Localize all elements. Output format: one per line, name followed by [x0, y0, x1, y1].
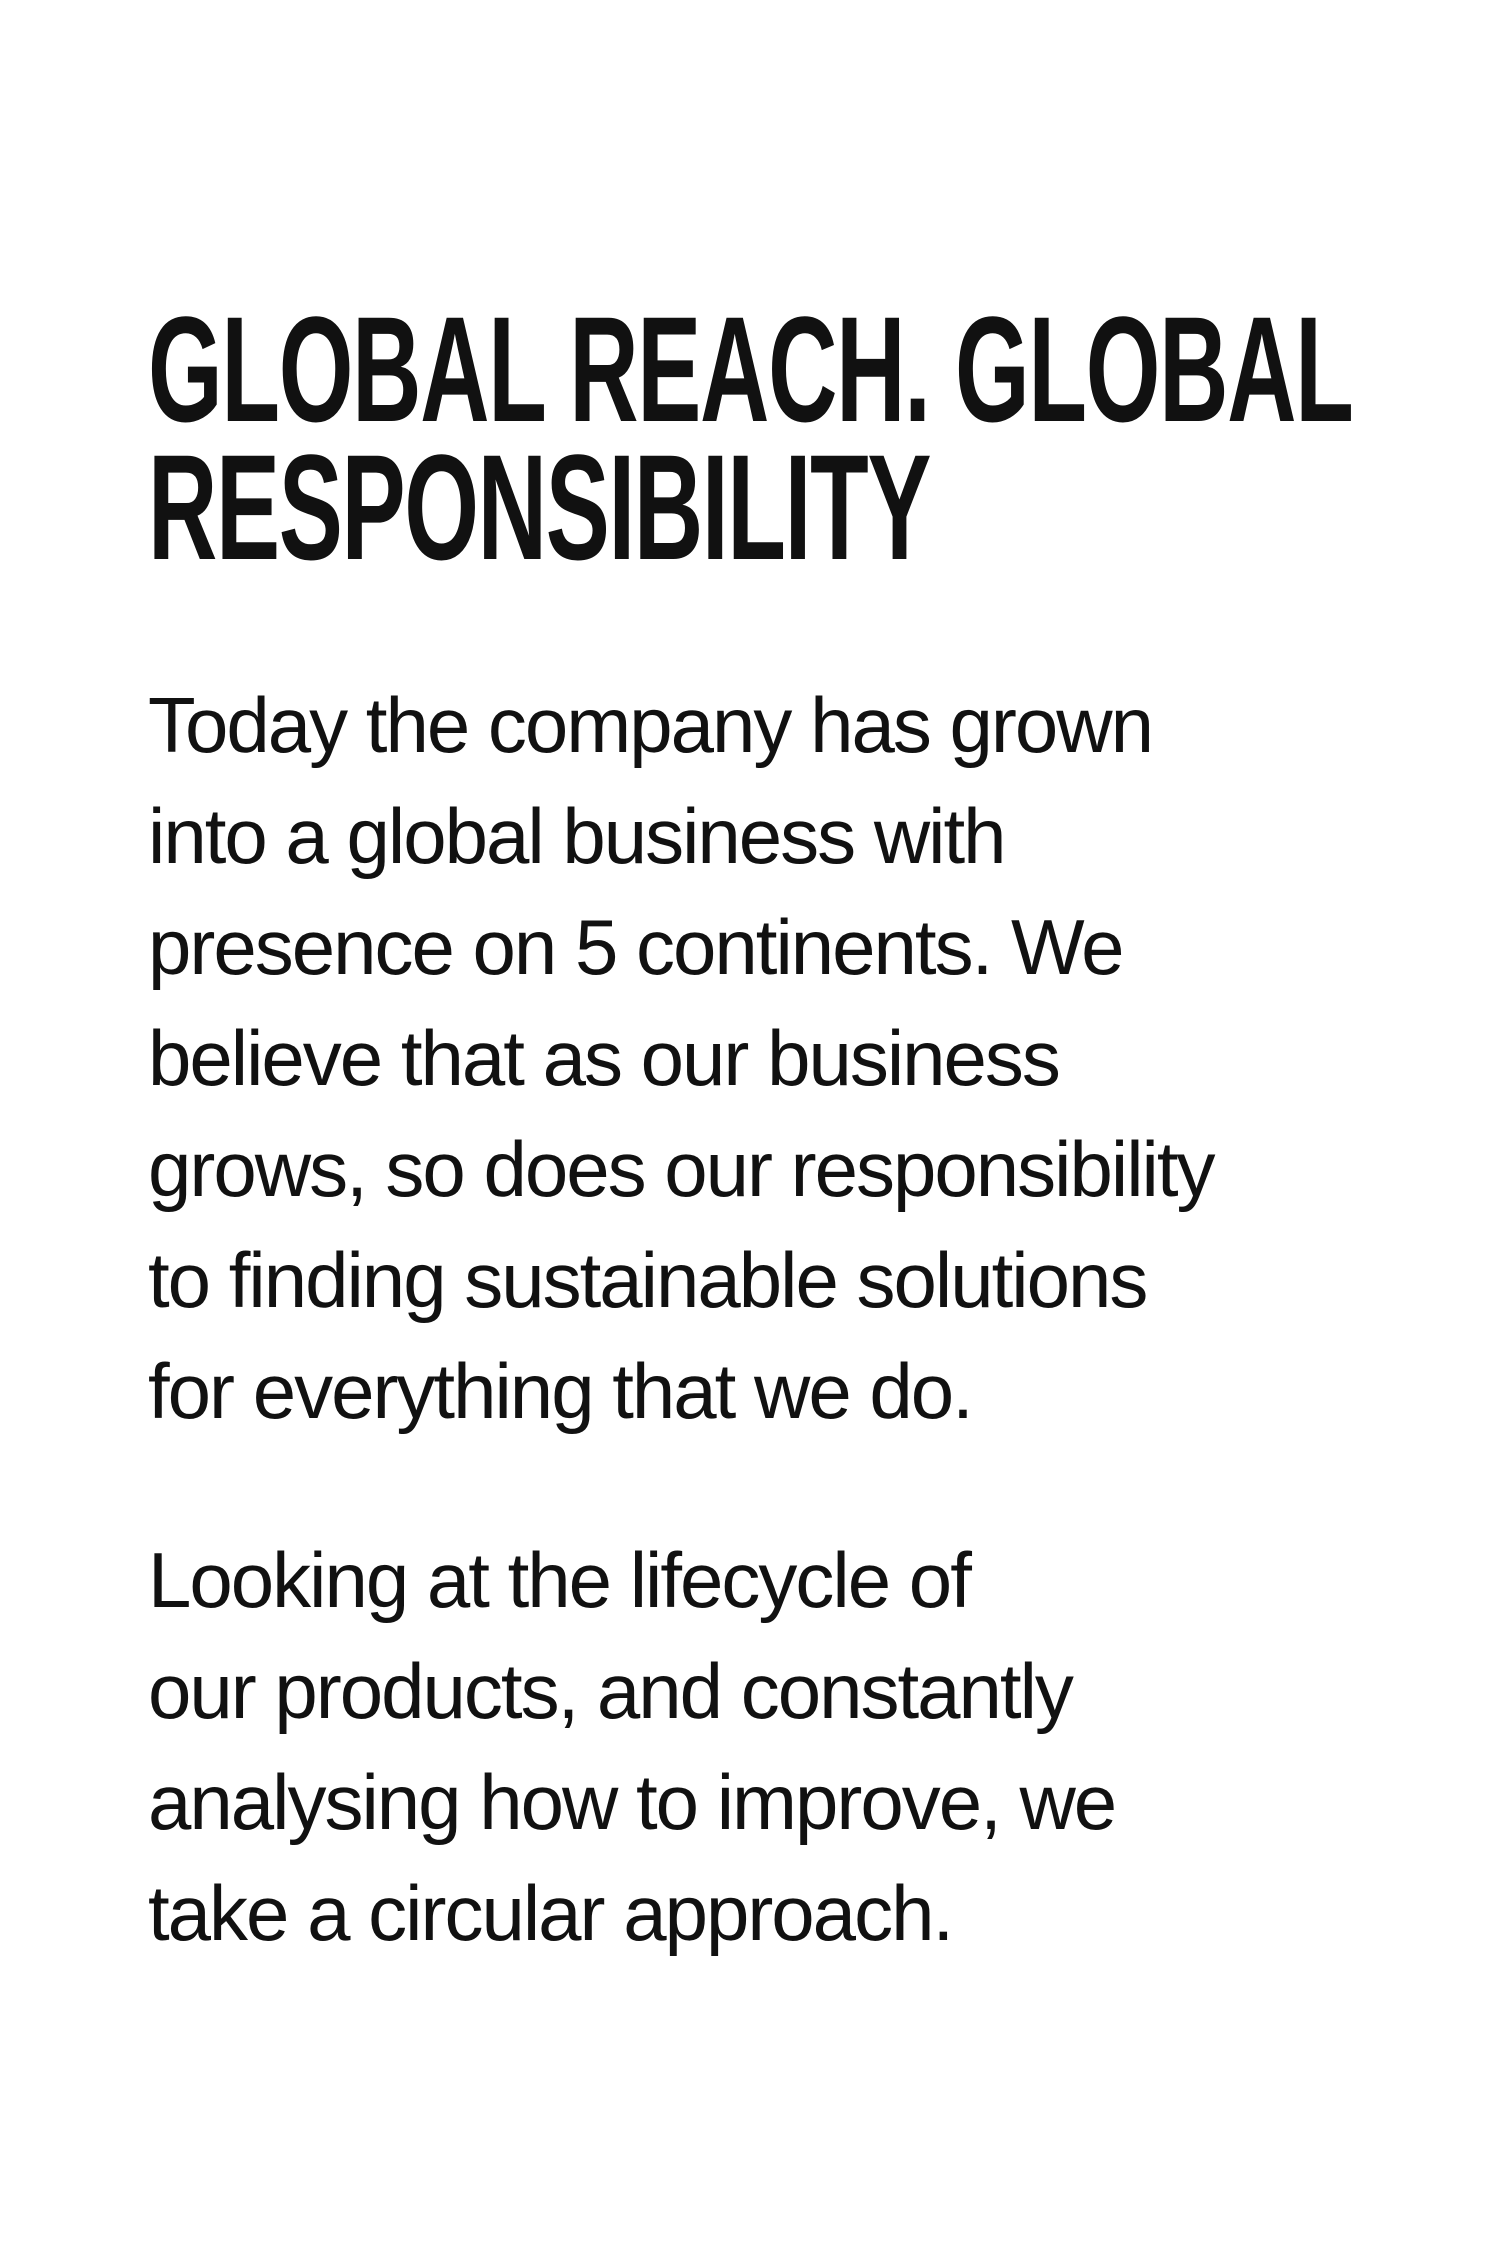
paragraph-line: for everything that we do. [148, 1347, 972, 1435]
paragraph-line: take a circular approach. [148, 1869, 953, 1957]
paragraph-line: Today the company has grown [148, 681, 1152, 769]
paragraph-line: believe that as our business [148, 1014, 1059, 1102]
page-title [148, 285, 1377, 591]
paragraph-line: into a global business with [148, 792, 1005, 880]
paragraph-line: analysing how to improve, we [148, 1758, 1116, 1846]
approach-paragraph [148, 1525, 1378, 1969]
paragraph-line: presence on 5 continents. We [148, 903, 1123, 991]
title-line-2: RESPONSIBILITY [148, 423, 931, 591]
paragraph-line: our products, and constantly [148, 1647, 1072, 1735]
content-page [148, 285, 1378, 1957]
paragraph-line: to finding sustainable solutions [148, 1236, 1147, 1324]
paragraph-line: Looking at the lifecycle of [148, 1536, 970, 1624]
paragraph-line: grows, so does our responsibility [148, 1125, 1214, 1213]
title-line-1: GLOBAL REACH. GLOBAL [148, 285, 1353, 453]
intro-paragraph [148, 670, 1378, 1447]
